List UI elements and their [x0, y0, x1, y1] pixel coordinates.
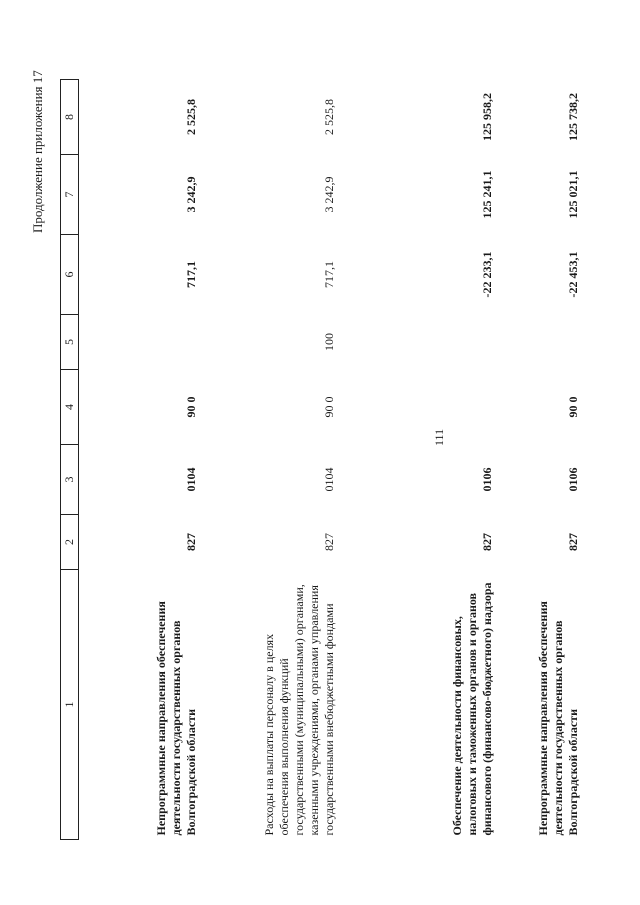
- row-col-7: 3 242,9: [184, 176, 198, 213]
- row-col-8: 2 525,8: [184, 99, 198, 135]
- row-col-2: 827: [480, 533, 494, 551]
- row-col-8: 125 958,2: [480, 93, 494, 141]
- row-col-2: 827: [566, 533, 580, 551]
- row-name: Непрограммные направления обеспечения деятельности государственных органов Волгоградской области: [154, 601, 198, 836]
- page-number: 111: [432, 428, 446, 446]
- appendix-continuation-label: Продолжение приложения 17: [30, 70, 45, 233]
- header-col-8: 8: [61, 80, 79, 155]
- row-col-5: [501, 315, 585, 370]
- row-col-4: 90 0: [566, 396, 580, 418]
- row-col-6: -22 453,1: [566, 251, 580, 298]
- row-col-4: 90 0: [322, 396, 336, 418]
- row-col-8: 2 525,8: [322, 99, 336, 135]
- row-name: Обеспечение деятельности финансовых, налоговых и таможенных органов и органов финансового (финансово-бюджетного) надзора: [450, 582, 494, 836]
- row-col-5: [79, 315, 206, 370]
- row-col-6: 717,1: [322, 261, 336, 288]
- row-col-6: 717,1: [184, 261, 198, 288]
- table-row: [501, 80, 585, 840]
- header-row: [61, 80, 79, 840]
- row-col-3: 0106: [566, 467, 580, 492]
- table-row: [205, 80, 367, 840]
- row-col-5: [367, 315, 501, 370]
- row-col-4: [367, 370, 501, 445]
- row-col-7: 3 242,9: [322, 176, 336, 213]
- header-col-6: 6: [61, 235, 79, 315]
- header-col-5: 5: [61, 315, 79, 370]
- row-col-5: 100: [322, 333, 336, 351]
- row-col-4: 90 0: [184, 396, 198, 418]
- header-col-7: 7: [61, 155, 79, 235]
- row-col-3: 0104: [184, 467, 198, 492]
- row-name: Расходы на выплаты персоналу в целях обеспечения выполнения функций государственными (муниципальными) органами, казенными учреждениями, органами управления государственными внебюджетными фондами: [262, 584, 336, 836]
- row-col-3: 0104: [322, 467, 336, 492]
- rotated-page-body: [60, 80, 580, 840]
- table-header: [61, 80, 79, 840]
- header-col-4: 4: [61, 370, 79, 445]
- row-col-7: 125 241,1: [480, 170, 494, 219]
- row-col-3: 0106: [480, 467, 494, 492]
- row-col-7: 125 021,1: [566, 170, 580, 219]
- table-row: [367, 80, 501, 840]
- row-col-2: 827: [322, 533, 336, 551]
- row-name: Непрограммные направления обеспечения деятельности государственных органов Волгоградской области: [536, 601, 580, 836]
- row-col-6: -22 233,1: [480, 251, 494, 298]
- table-row: [79, 80, 206, 840]
- header-col-2: 2: [61, 515, 79, 570]
- row-col-2: 827: [184, 533, 198, 551]
- budget-table: [60, 79, 585, 840]
- table-body: [79, 80, 586, 840]
- header-col-3: 3: [61, 445, 79, 515]
- row-col-8: 125 738,2: [566, 93, 580, 141]
- header-col-1: 1: [61, 570, 79, 840]
